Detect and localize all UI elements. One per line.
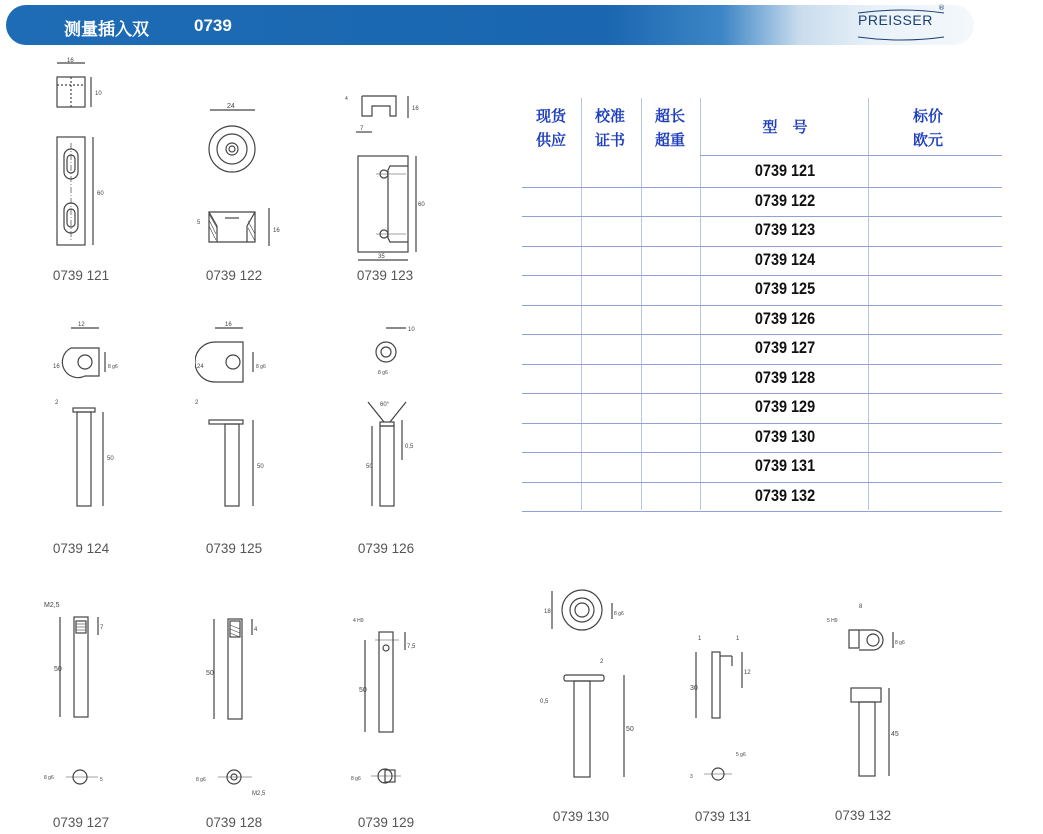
model-number-cell: 0739 131	[754, 456, 816, 475]
model-number-cell: 0739 123	[754, 220, 816, 239]
caption-0739-126: 0739 126	[357, 541, 415, 556]
dim-text: 24	[197, 364, 204, 370]
dim-text: 8 g6	[895, 640, 905, 646]
header-overlength-line1: 超长	[654, 107, 685, 125]
header-calibration	[580, 104, 640, 152]
caption-0739-123: 0739 123	[356, 268, 414, 283]
header-price	[868, 104, 988, 152]
header-calibration-line1: 校准	[594, 107, 625, 125]
caption-0739-131: 0739 131	[694, 809, 752, 824]
dim-text: 16	[67, 58, 74, 64]
dim-text: 5 H9	[827, 618, 838, 624]
dim-text: 5	[197, 220, 201, 226]
dim-text: 8 g6	[378, 370, 388, 376]
dim-text: 60	[97, 191, 104, 197]
header-price-line2: 欧元	[912, 131, 943, 149]
drawing-0739-131	[680, 628, 770, 798]
dim-text: 5	[100, 777, 103, 783]
dim-text: 50	[626, 726, 634, 733]
row-divider	[522, 275, 1002, 276]
dim-text: 50	[107, 456, 114, 462]
product-group-code: 0739	[194, 16, 232, 35]
dim-text: 3	[690, 774, 693, 780]
dim-text: 50	[359, 687, 367, 694]
dim-text: 50	[206, 670, 214, 677]
caption-0739-122: 0739 122	[205, 268, 263, 283]
dim-text: 16	[225, 322, 232, 328]
model-number-cell: 0739 121	[754, 161, 816, 180]
page-title: 测量插入双	[64, 20, 149, 40]
drawing-0739-121	[45, 55, 125, 255]
row-divider	[522, 482, 1002, 483]
dim-text: 1	[736, 636, 740, 642]
dim-text: 7	[360, 126, 364, 132]
header-stock-line2: 供应	[535, 131, 566, 149]
dim-text: 0,5	[540, 699, 549, 705]
model-number-cell: 0739 126	[754, 308, 816, 328]
dim-text: 8 g6	[351, 776, 361, 782]
caption-0739-121: 0739 121	[52, 268, 110, 283]
caption-0739-125: 0739 125	[205, 541, 263, 556]
dim-text: 2	[600, 659, 604, 665]
header-overlength-line2: 超重	[654, 131, 685, 149]
caption-0739-129: 0739 129	[357, 815, 415, 830]
caption-0739-130: 0739 130	[552, 809, 610, 824]
dim-text: 7	[100, 625, 104, 631]
dim-text: 8 g6	[256, 364, 266, 370]
row-divider	[522, 187, 1002, 188]
dim-text: 16	[412, 106, 419, 112]
dim-text: 8 g6	[196, 777, 206, 783]
header-banner	[6, 5, 974, 45]
row-divider	[522, 393, 1002, 394]
drawing-0739-127	[40, 595, 120, 795]
dim-text: 16	[53, 364, 60, 370]
dim-text: 10	[408, 327, 415, 333]
dim-text: 24	[227, 103, 235, 110]
drawing-0739-130	[530, 585, 640, 790]
dim-text: 12	[78, 322, 85, 328]
dim-text: 35	[378, 254, 385, 260]
row-divider	[522, 452, 1002, 453]
dim-text: 12	[744, 670, 751, 676]
drawing-0739-124	[45, 320, 125, 515]
dim-text: 50	[366, 464, 373, 470]
row-divider	[522, 305, 1002, 306]
dim-text: 8 g6	[108, 364, 118, 370]
dim-text: 4	[254, 627, 258, 633]
dim-text: 50	[257, 464, 264, 470]
drawing-0739-128	[190, 595, 275, 800]
model-number-cell: 0739 124	[754, 249, 816, 269]
dim-text: 1	[698, 636, 702, 642]
dim-text: 16	[273, 228, 280, 234]
row-divider	[522, 511, 1002, 512]
row-divider	[522, 364, 1002, 365]
product-table	[522, 98, 1004, 510]
drawing-0739-129	[345, 610, 430, 800]
model-number-cell: 0739 128	[754, 367, 816, 387]
drawing-0739-125	[195, 320, 275, 515]
dim-text: 8 g6	[44, 775, 54, 781]
brand-logo: PREISSER	[858, 12, 933, 28]
drawing-0739-122	[195, 100, 285, 255]
dim-text: 30	[690, 685, 698, 692]
drawing-0739-126	[350, 320, 430, 515]
header-price-line1: 标价	[912, 107, 943, 125]
header-stock	[522, 104, 580, 152]
model-number-cell: 0739 125	[754, 279, 816, 298]
row-divider	[522, 423, 1002, 424]
header-overlength	[640, 104, 700, 152]
row-divider	[522, 216, 1002, 217]
dim-text: 4 H9	[353, 618, 364, 624]
caption-0739-124: 0739 124	[52, 541, 110, 556]
registered-mark: ®	[938, 4, 945, 12]
dim-text: 18	[544, 609, 551, 615]
caption-0739-132: 0739 132	[834, 808, 892, 823]
model-number-cell: 0739 129	[754, 397, 816, 416]
dim-text: 50	[54, 666, 62, 673]
drawing-0739-132	[825, 600, 915, 790]
model-number-cell: 0739 122	[754, 190, 816, 210]
header-stock-line1: 现货	[535, 107, 566, 125]
dim-text: 2	[55, 400, 59, 406]
dim-text: 60°	[380, 402, 390, 408]
dim-text: 45	[891, 731, 899, 738]
model-number-cell: 0739 127	[754, 338, 816, 357]
dim-text: 10	[95, 91, 102, 97]
dim-text: 8 g6	[614, 611, 624, 617]
model-number-cell: 0739 132	[754, 485, 816, 505]
dim-text: 4	[345, 96, 348, 102]
header-model: 型 号	[762, 118, 808, 136]
dim-text: 7,5	[407, 644, 416, 650]
dim-text: 60	[418, 202, 425, 208]
dim-text: M2,5	[252, 791, 266, 797]
header-calibration-line2: 证书	[594, 131, 625, 149]
caption-0739-127: 0739 127	[52, 815, 110, 830]
dim-text: 2	[195, 400, 199, 406]
dim-text: 5 g6	[736, 752, 746, 758]
header-divider	[700, 155, 1002, 156]
model-number-cell: 0739 130	[754, 426, 816, 446]
caption-0739-128: 0739 128	[205, 815, 263, 830]
row-divider	[522, 334, 1002, 335]
dim-text: M2,5	[44, 602, 60, 609]
dim-text: 8	[859, 604, 863, 610]
drawing-0739-123	[340, 88, 430, 268]
dim-text: 0,5	[405, 444, 414, 450]
row-divider	[522, 246, 1002, 247]
